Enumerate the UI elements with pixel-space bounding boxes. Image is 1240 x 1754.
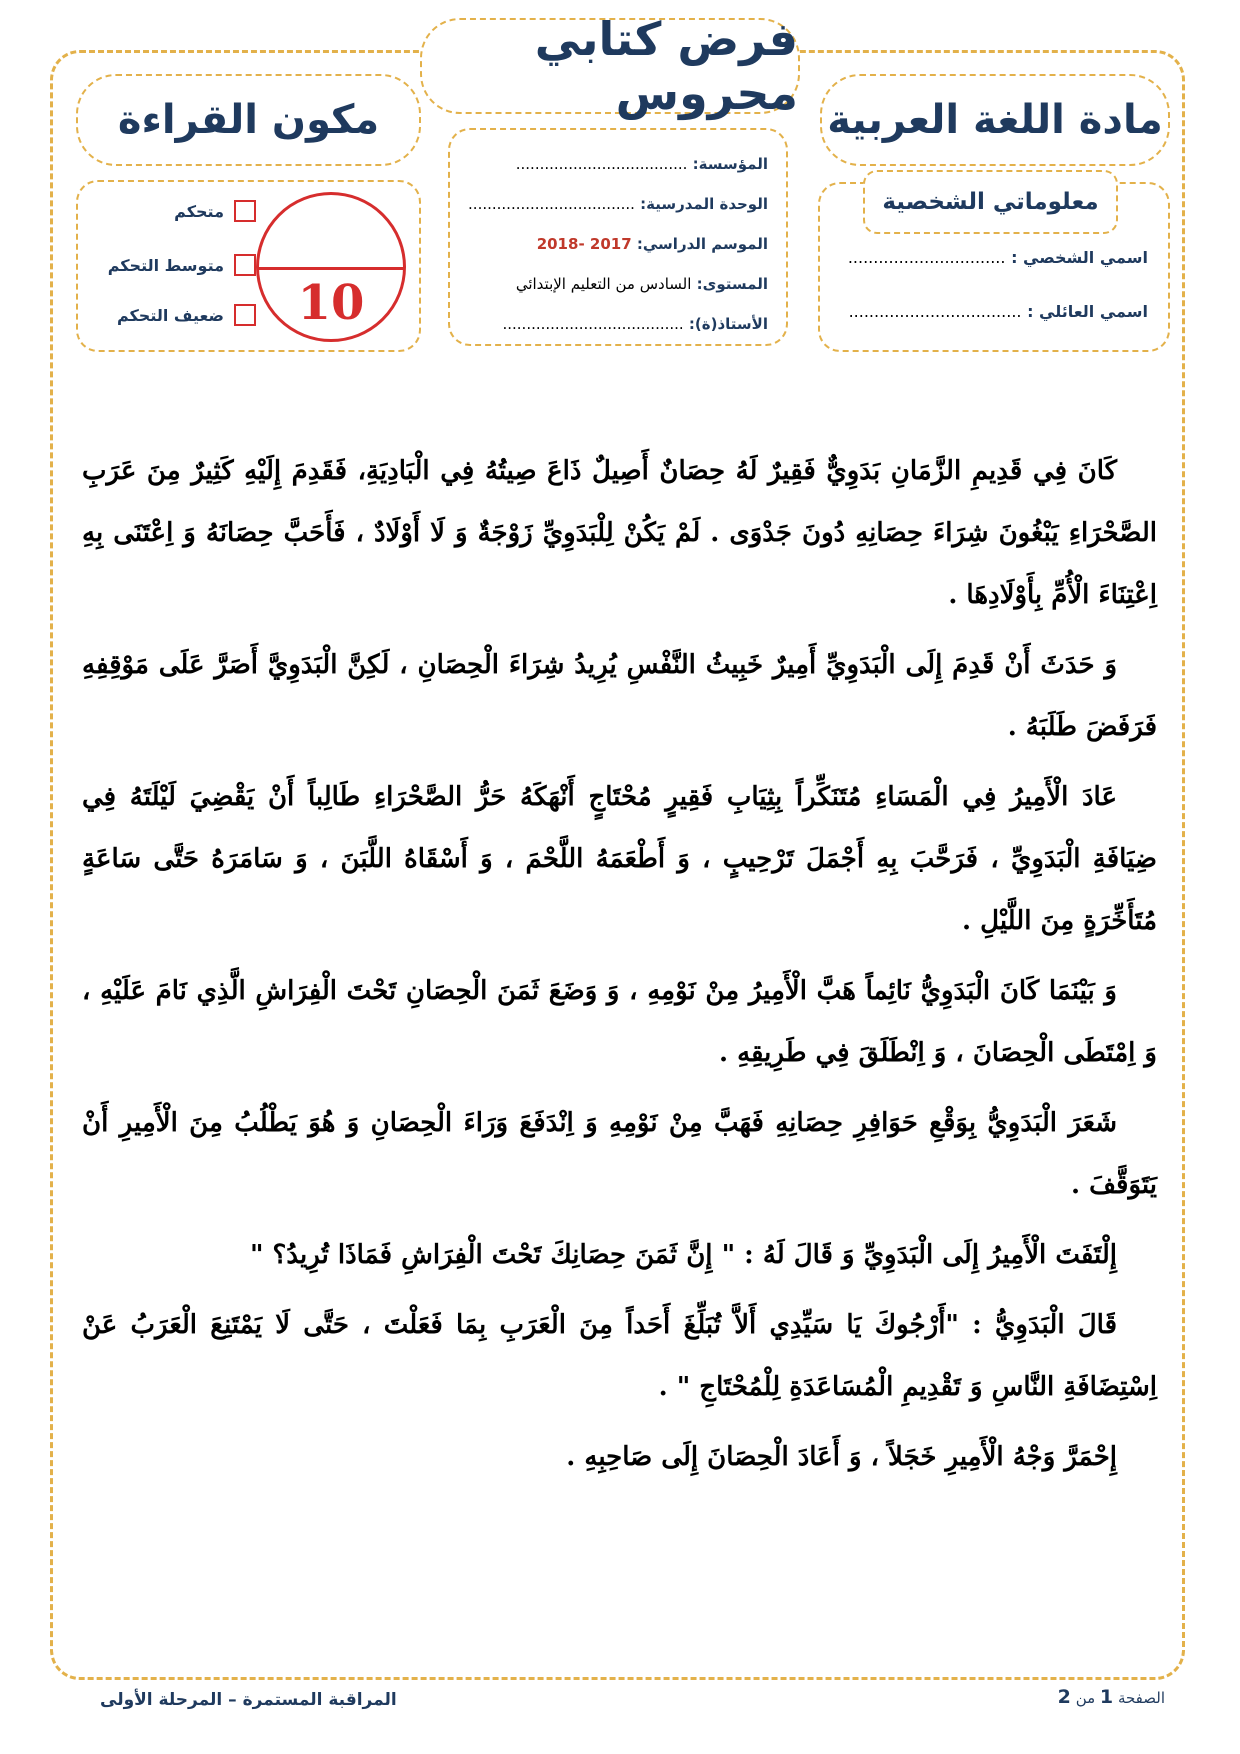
page-current: 1 [1099,1686,1114,1708]
passage-paragraph-2: وَ حَدَثَ أَنْ قَدِمَ إِلَى الْبَدَوِيِّ أَمِيرٌ خَبِيثُ النَّفْسِ يُرِيدُ شِرَاءَ الْحِصَانِ ، لَكِنَّ الْبَدَوِيَّ أَصَرَّ عَلَى مَوْقِفِهِ فَرَفَضَ طَلَبَهُ . [82,650,1157,742]
season-row [468,224,768,264]
exam-title: فرض كتابي محروس [420,18,800,114]
page-number [1058,1686,1165,1708]
score-divider [259,267,403,270]
level-weak [96,304,256,326]
level-label: المستوى: [696,275,768,293]
institution-field[interactable]: .................................... [515,155,688,173]
institution-label: المؤسسة: [692,155,768,173]
teacher-field[interactable]: ...................................... [502,315,684,333]
level-row [468,264,768,304]
reading-passage [82,440,1157,1496]
first-name-row [848,248,1148,267]
last-name-row [849,302,1148,321]
teacher-row [468,304,768,344]
footer-assessment: المراقبة المستمرة – المرحلة الأولى [100,1690,397,1710]
page-of: من [1075,1689,1096,1707]
personal-heading: معلوماتي الشخصية [863,170,1118,234]
page-total: 2 [1057,1686,1071,1708]
level-proficient [96,200,256,222]
teacher-label: الأستاذ(ة): [688,315,768,333]
season-label: الموسم الدراسي: [636,235,768,253]
unit-field[interactable]: ................................... [468,195,635,213]
intermediate-label: متوسط التحكم [107,255,224,275]
passage-paragraph-4: وَ بَيْنَمَا كَانَ الْبَدَوِيُّ نَائِماً هَبَّ الْأَمِيرُ مِنْ نَوْمِهِ ، وَ وَضَعَ ثَمَنَ الْحِصَانِ تَحْتَ الْفِرَاشِ الَّذِي نَامَ عَلَيْهِ ، وَ اِمْتَطَى الْحِصَانَ ، وَ اِنْطَلَقَ فِي طَرِيقِهِ . [82,976,1157,1068]
page-word: الصفحة [1117,1689,1165,1707]
passage-paragraph-7: قَالَ الْبَدَوِيُّ : "أَرْجُوكَ يَا سَيِّدِي أَلاَّ تُبَلِّغَ أَحَداً مِنَ الْعَرَبِ بِمَا فَعَلْتَ ، حَتَّى لَا يَمْتَنِعَ الْعَرَبُ عَنْ اِسْتِضَافَةِ النَّاسِ وَ تَقْدِيمِ الْمُسَاعَدَةِ لِلْمُحْتَاجِ " . [82,1310,1157,1402]
passage-paragraph-1: كَانَ فِي قَدِيمِ الزَّمَانِ بَدَوِيٌّ فَقِيرٌ لَهُ حِصَانٌ أَصِيلٌ ذَاعَ صِيتُهُ فِي الْبَادِيَةِ، فَقَدِمَ إِلَيْهِ كَثِيرٌ مِنَ عَرَبِ الصَّحْرَاءِ يَبْغُونَ شِرَاءَ حِصَانِهِ دُونَ جَدْوَى . لَمْ يَكُنْ لِلْبَدَوِيِّ زَوْجَةٌ وَ لَا أَوْلَادٌ ، فَأَحَبَّ حِصَانَهُ وَ اِعْتَنَى بِهِ اِعْتِنَاءَ الْأُمِّ بِأَوْلَادِهَا . [82,456,1157,610]
score-value: 10 [297,275,365,331]
first-name-field[interactable]: ............................... [847,248,1006,267]
passage-paragraph-8: إِحْمَرَّ وَجْهُ الْأَمِيرِ خَجَلاً ، وَ أَعَادَ الْحِصَانَ إِلَى صَاحِبِهِ . [566,1442,1117,1472]
intermediate-checkbox[interactable] [234,254,256,276]
season-value: 2017 -2018 [536,235,632,253]
institution-row [468,144,768,184]
score-circle [256,192,406,342]
proficient-checkbox[interactable] [234,200,256,222]
component-title: مكون القراءة [76,74,421,166]
last-name-field[interactable]: .................................. [848,302,1022,321]
passage-paragraph-6: إِلْتَفَتَ الْأَمِيرُ إِلَى الْبَدَوِيِّ وَ قَالَ لَهُ : " إِنَّ ثَمَنَ حِصَانِكَ تَحْتَ الْفِرَاشِ فَمَاذَا تُرِيدُ؟ " [249,1240,1117,1270]
last-name-label: اسمي العائلي : [1027,302,1148,321]
weak-label: ضعيف التحكم [116,305,224,325]
unit-row [468,184,768,224]
passage-paragraph-5: شَعَرَ الْبَدَوِيُّ بِوَقْعِ حَوَافِرِ حِصَانِهِ فَهَبَّ مِنْ نَوْمِهِ وَ اِنْدَفَعَ وَرَاءَ الْحِصَانِ وَ هُوَ يَطْلُبُ مِنَ الْأَمِيرِ أَنْ يَتَوَقَّفَ . [82,1108,1157,1200]
personal-info-box [818,182,1170,352]
unit-label: الوحدة المدرسية: [640,195,768,213]
subject-title: مادة اللغة العربية [820,74,1170,166]
first-name-label: اسمي الشخصي : [1011,248,1148,267]
level-value: السادس من التعليم الإبتدائي [515,275,692,293]
level-intermediate [96,254,256,276]
school-info-box [448,128,788,346]
passage-paragraph-3: عَادَ الْأَمِيرُ فِي الْمَسَاءِ مُتَنَكِّراً بِثِيَابِ فَقِيرٍ مُحْتَاجٍ أَنْهَكَهُ حَرُّ الصَّحْرَاءِ طَالِباً أَنْ يَقْضِيَ لَيْلَتَهُ فِي ضِيَافَةِ الْبَدَوِيِّ ، فَرَحَّبَ بِهِ أَجْمَلَ تَرْحِيبٍ ، وَ أَطْعَمَهُ اللَّحْمَ ، وَ أَسْقَاهُ اللَّبَنَ ، وَ سَامَرَهُ حَتَّى سَاعَةٍ مُتَأَخِّرَةٍ مِنَ اللَّيْلِ . [82,782,1157,936]
score-box [76,180,421,352]
proficient-label: متحكم [174,201,224,221]
weak-checkbox[interactable] [234,304,256,326]
